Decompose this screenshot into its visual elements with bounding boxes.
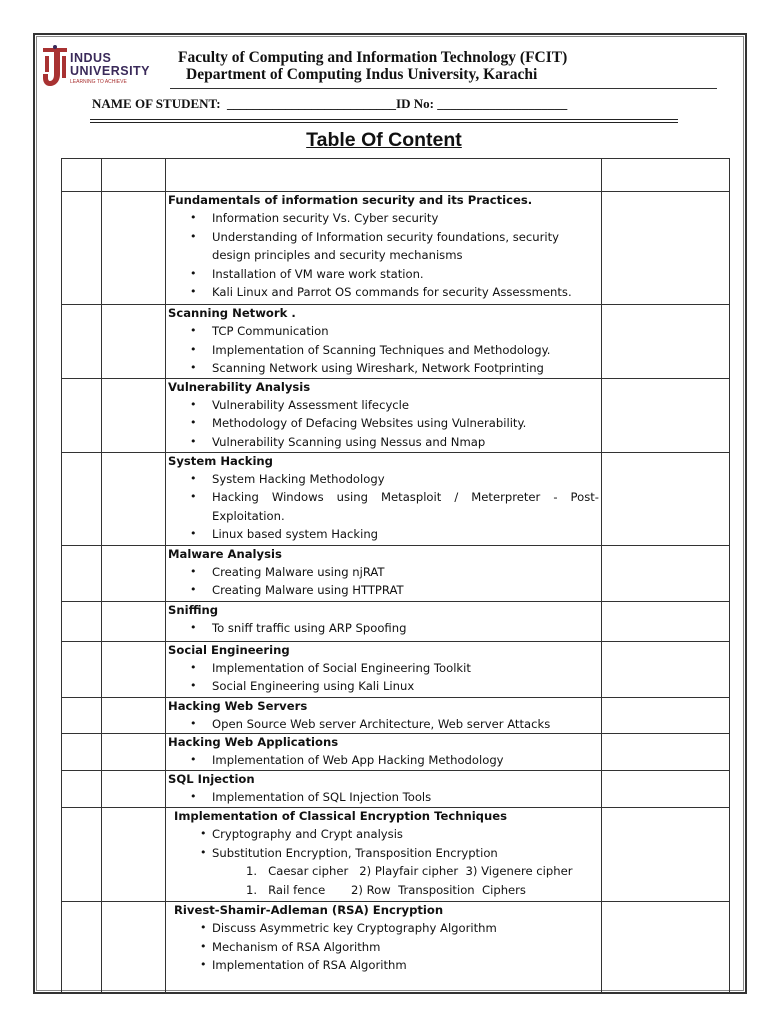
toc-row bbox=[62, 378, 730, 452]
section-title: Hacking Web Applications bbox=[168, 735, 339, 750]
toc-row bbox=[62, 734, 730, 771]
topic-item: • Methodology of Defacing Websites using Vulnerability. bbox=[212, 414, 601, 433]
topic-item: • Cryptography and Crypt analysis bbox=[212, 825, 601, 844]
empty-cell bbox=[102, 378, 166, 452]
section-title: SQL Injection bbox=[168, 772, 255, 787]
topic-cell bbox=[166, 641, 602, 697]
page-title: Table Of Content bbox=[306, 129, 462, 151]
section-title: Vulnerability Analysis bbox=[168, 379, 311, 394]
empty-cell bbox=[102, 452, 166, 545]
empty-cell bbox=[602, 305, 730, 379]
header-cell bbox=[102, 159, 166, 192]
topic-cell bbox=[166, 452, 602, 545]
topic-cell bbox=[166, 808, 602, 902]
topic-list bbox=[166, 715, 601, 734]
empty-cell bbox=[602, 697, 730, 734]
empty-cell bbox=[102, 545, 166, 601]
logo-motto: LEARNING TO ACHIEVE bbox=[70, 79, 127, 85]
empty-cell bbox=[62, 902, 102, 993]
empty-cell bbox=[62, 697, 102, 734]
topic-item: • Discuss Asymmetric key Cryptography Algorithm bbox=[212, 919, 601, 938]
topic-item: • Implementation of Social Engineering Toolkit bbox=[212, 659, 601, 678]
empty-cell bbox=[62, 808, 102, 902]
header-cell bbox=[166, 159, 602, 192]
topic-item: • Kali Linux and Parrot OS commands for security Assessments. bbox=[212, 283, 601, 302]
topic-list bbox=[166, 322, 601, 378]
empty-cell bbox=[62, 305, 102, 379]
topic-list bbox=[166, 825, 601, 862]
topic-item: • System Hacking Methodology bbox=[212, 470, 601, 489]
topic-item: • Substitution Encryption, Transposition Encryption bbox=[212, 844, 601, 863]
topic-item: • Implementation of SQL Injection Tools bbox=[212, 788, 601, 807]
toc-row bbox=[62, 697, 730, 734]
empty-cell bbox=[102, 808, 166, 902]
header-cell bbox=[62, 159, 102, 192]
topic-item: • Vulnerability Scanning using Nessus and Nmap bbox=[212, 433, 601, 452]
section-title: Malware Analysis bbox=[168, 546, 282, 561]
topic-item: • Implementation of Scanning Techniques and Methodology. bbox=[212, 341, 601, 360]
topic-list bbox=[166, 396, 601, 452]
empty-cell bbox=[102, 902, 166, 993]
topic-cell bbox=[166, 192, 602, 305]
empty-cell bbox=[102, 192, 166, 305]
toc-row bbox=[62, 902, 730, 993]
topic-cell bbox=[166, 902, 602, 993]
topic-list bbox=[166, 788, 601, 807]
empty-cell bbox=[602, 601, 730, 641]
header-rule bbox=[170, 88, 717, 89]
empty-cell bbox=[62, 601, 102, 641]
toc-row bbox=[62, 192, 730, 305]
topic-cell bbox=[166, 305, 602, 379]
topic-item: • Implementation of Web App Hacking Methodology bbox=[212, 751, 601, 770]
topic-item: • Creating Malware using njRAT bbox=[212, 563, 601, 582]
topic-item: • Mechanism of RSA Algorithm bbox=[212, 938, 601, 957]
empty-cell bbox=[62, 452, 102, 545]
empty-cell bbox=[62, 641, 102, 697]
empty-cell bbox=[102, 697, 166, 734]
topic-item: • Social Engineering using Kali Linux bbox=[212, 677, 601, 696]
toc-row bbox=[62, 545, 730, 601]
topic-item: • Information security Vs. Cyber security bbox=[212, 209, 601, 228]
empty-cell bbox=[102, 734, 166, 771]
cipher-sublist bbox=[166, 862, 601, 899]
toc-header-row bbox=[62, 159, 730, 192]
student-rule-1 bbox=[90, 119, 678, 120]
topic-cell bbox=[166, 771, 602, 808]
topic-cell bbox=[166, 601, 602, 641]
toc-row bbox=[62, 305, 730, 379]
empty-cell bbox=[62, 378, 102, 452]
topic-item: • Hacking Windows using Metasploit / Meterpreter - Post-Exploitation. bbox=[212, 488, 601, 525]
empty-cell bbox=[602, 734, 730, 771]
empty-cell bbox=[602, 452, 730, 545]
cipher-subitem: 1. Rail fence 2) Row Transposition Ciphers bbox=[246, 882, 526, 897]
empty-cell bbox=[62, 192, 102, 305]
empty-cell bbox=[102, 305, 166, 379]
empty-cell bbox=[62, 734, 102, 771]
faculty-heading: Faculty of Computing and Information Technology (FCIT) bbox=[178, 49, 568, 66]
toc-table bbox=[61, 158, 730, 993]
topic-item: • Linux based system Hacking bbox=[212, 525, 601, 544]
toc-row bbox=[62, 771, 730, 808]
topic-cell bbox=[166, 378, 602, 452]
empty-cell bbox=[62, 545, 102, 601]
empty-cell bbox=[602, 902, 730, 993]
section-title: Rivest-Shamir-Adleman (RSA) Encryption bbox=[174, 903, 444, 918]
topic-list bbox=[166, 659, 601, 696]
empty-cell bbox=[102, 641, 166, 697]
empty-cell bbox=[602, 641, 730, 697]
empty-cell bbox=[602, 808, 730, 902]
topic-list bbox=[166, 563, 601, 600]
topic-item: • Implementation of RSA Algorithm bbox=[212, 956, 601, 975]
toc-row bbox=[62, 601, 730, 641]
toc-row bbox=[62, 452, 730, 545]
topic-item: • Vulnerability Assessment lifecycle bbox=[212, 396, 601, 415]
section-title: Social Engineering bbox=[168, 642, 290, 657]
topic-item: • Scanning Network using Wireshark, Network Footprinting bbox=[212, 359, 601, 378]
empty-cell bbox=[602, 771, 730, 808]
topic-list bbox=[166, 751, 601, 770]
topic-list bbox=[166, 470, 601, 544]
empty-cell bbox=[102, 771, 166, 808]
topic-list bbox=[166, 209, 601, 302]
cipher-subitem: 1. Caesar cipher 2) Playfair cipher 3) Vigenere cipher bbox=[246, 864, 573, 879]
topic-item: • To sniff traffic using ARP Spoofing bbox=[212, 619, 601, 638]
empty-cell bbox=[102, 601, 166, 641]
toc-row bbox=[62, 641, 730, 697]
toc-row bbox=[62, 808, 730, 902]
indus-university-logo bbox=[40, 44, 164, 90]
logo-line1: INDUS bbox=[70, 51, 112, 65]
section-title: System Hacking bbox=[168, 453, 273, 468]
topic-cell bbox=[166, 734, 602, 771]
topic-cell bbox=[166, 545, 602, 601]
topic-item: • Installation of VM ware work station. bbox=[212, 265, 601, 284]
empty-cell bbox=[602, 192, 730, 305]
department-heading: Department of Computing Indus University, Karachi bbox=[186, 66, 538, 83]
logo-line2: UNIVERSITY bbox=[70, 64, 151, 78]
section-title: Hacking Web Servers bbox=[168, 698, 308, 713]
topic-item: • Creating Malware using HTTPRAT bbox=[212, 581, 601, 600]
section-title: Sniffing bbox=[168, 602, 219, 617]
empty-cell bbox=[602, 378, 730, 452]
empty-cell bbox=[602, 545, 730, 601]
topic-item: • Open Source Web server Architecture, Web server Attacks bbox=[212, 715, 601, 734]
student-rule-2 bbox=[90, 122, 678, 123]
topic-list bbox=[166, 919, 601, 975]
topic-item: • Understanding of Information security foundations, security design principles and security mechanisms bbox=[212, 228, 601, 265]
topic-list bbox=[166, 619, 601, 638]
topic-cell bbox=[166, 697, 602, 734]
header-cell bbox=[602, 159, 730, 192]
section-title: Implementation of Classical Encryption Techniques bbox=[174, 809, 507, 824]
empty-cell bbox=[62, 771, 102, 808]
section-title: Fundamentals of information security and its Practices. bbox=[168, 193, 533, 207]
section-title: Scanning Network . bbox=[168, 306, 296, 320]
student-info-line: NAME OF STUDENT: __________________________ID No: ____________________ bbox=[92, 96, 568, 111]
topic-item: • TCP Communication bbox=[212, 322, 601, 341]
